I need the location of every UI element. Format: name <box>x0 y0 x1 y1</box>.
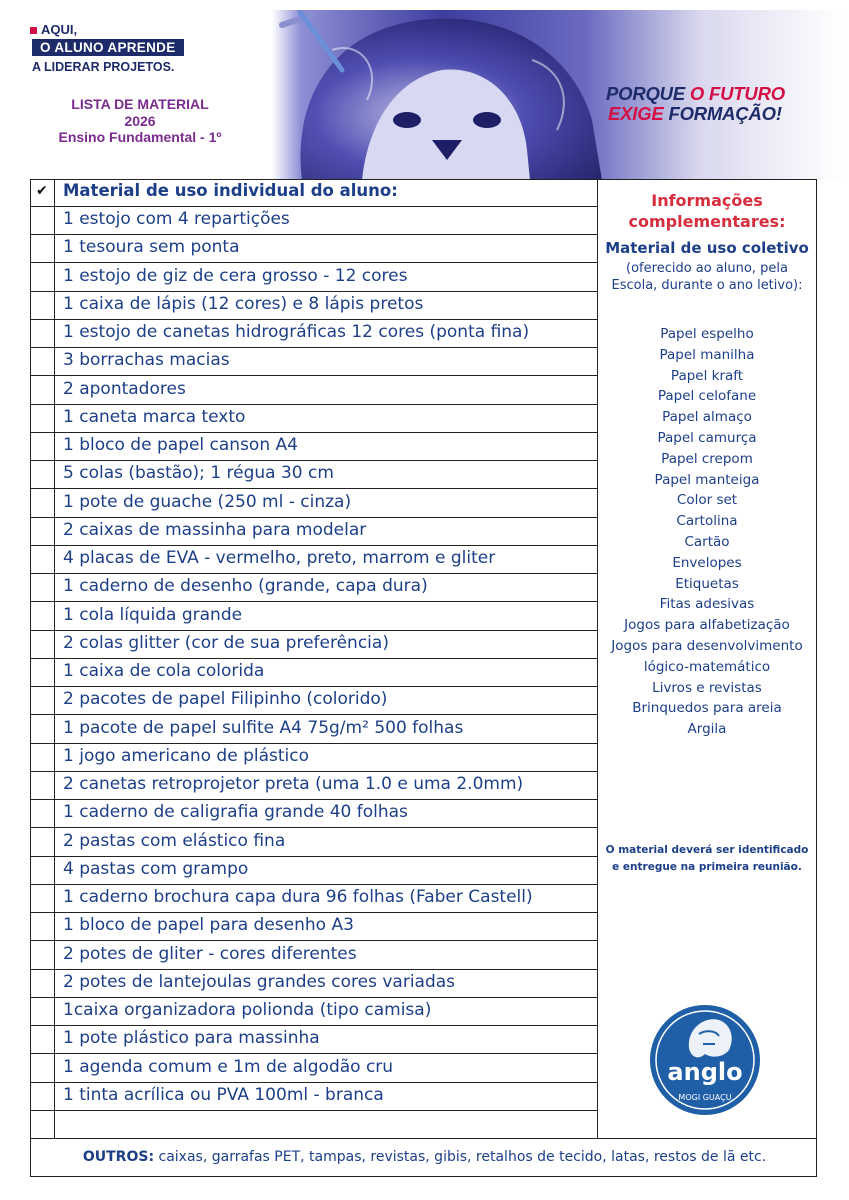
list-year: 2026 <box>124 112 156 129</box>
list-heading <box>20 96 260 146</box>
collective-item: Fitas adesivas <box>659 596 755 613</box>
material-item: 2 colas glitter (cor de sua preferência) <box>63 632 389 653</box>
logo-name: anglo <box>667 1058 743 1086</box>
others-label: OUTROS: <box>82 1149 155 1165</box>
collective-item: Papel espelho <box>660 326 754 342</box>
material-item: 1 jogo americano de plástico <box>63 745 310 766</box>
table-row <box>30 659 597 687</box>
material-item: 1 caderno brochura capa dura 96 folhas (Faber Castell) <box>63 887 533 907</box>
table-row <box>30 687 597 715</box>
material-item: 1 estojo de canetas hidrográficas 12 cores (ponta fina) <box>63 322 530 342</box>
tagline-line-1: AQUI, <box>41 22 78 37</box>
table-row <box>30 1055 597 1083</box>
notice: O material deverá ser identificado e entregue na primeira reunião. <box>605 844 809 873</box>
table-row <box>30 744 597 772</box>
collective-item: Color set <box>676 492 738 509</box>
material-item: 1 tesoura sem ponta <box>63 237 240 258</box>
collective-item: Papel celofane <box>657 388 757 405</box>
info-title: Informações complementares: <box>628 191 786 231</box>
table-row <box>30 631 597 659</box>
red-square-icon <box>30 27 37 34</box>
table-row <box>30 800 597 828</box>
material-item: 1 caixa de lápis (12 cores) e 8 lápis pretos <box>63 293 424 314</box>
table-row <box>30 207 597 235</box>
collective-item: Argila <box>687 721 727 738</box>
slogan: PORQUE O FUTURO EXIGE FORMAÇÃO! <box>606 83 785 124</box>
collective-item: lógico-matemático <box>643 658 771 675</box>
table-row <box>30 348 597 376</box>
material-item: 1 pote plástico para massinha <box>63 1028 320 1049</box>
material-item: 1 caderno de desenho (grande, capa dura) <box>63 576 428 597</box>
material-item: 1 caneta marca texto <box>63 406 246 427</box>
collective-item: Papel camurça <box>657 429 757 446</box>
collective-item: Etiquetas <box>675 575 739 592</box>
collective-item: Papel crepom <box>661 450 753 467</box>
table-row <box>30 433 597 461</box>
collective-title: Material de uso coletivo <box>605 239 809 257</box>
material-item: 1 estojo de giz de cera grosso - 12 cores <box>63 265 408 286</box>
table-row <box>30 1111 597 1139</box>
material-item: 1 tinta acrílica ou PVA 100ml - branca <box>63 1084 384 1105</box>
collective-material-list <box>597 324 817 740</box>
table-row <box>30 772 597 800</box>
tagline-line-2: O ALUNO APRENDE <box>32 39 184 56</box>
table-row <box>30 603 597 631</box>
material-item: 1 estojo com 4 repartições <box>63 209 290 229</box>
list-title: LISTA DE MATERIAL <box>71 96 209 112</box>
table-row <box>30 292 597 320</box>
table-row <box>30 885 597 913</box>
collective-item: Jogos para alfabetização <box>624 617 790 634</box>
anglo-logo <box>649 1004 761 1116</box>
material-item: 2 pacotes de papel Filipinho (colorido) <box>63 689 388 710</box>
collective-item: Jogos para desenvolvimento <box>611 637 803 654</box>
table-row <box>30 716 597 744</box>
collective-item: Brinquedos para areia <box>632 700 782 717</box>
table-row <box>30 461 597 489</box>
table-row <box>30 405 597 433</box>
material-item: 1 cola líquida grande <box>63 604 243 625</box>
collective-item: Papel kraft <box>670 367 744 384</box>
table-row <box>30 970 597 998</box>
list-grade: Ensino Fundamental - 1º <box>58 129 222 145</box>
material-item: 2 pastas com elástico fina <box>63 830 286 851</box>
tagline-line-3: A LIDERAR PROJETOS. <box>32 60 175 74</box>
material-item: 2 apontadores <box>63 378 186 399</box>
table-row <box>30 942 597 970</box>
material-item: 1 pote de guache (250 ml - cinza) <box>63 491 352 512</box>
material-item: 1 pacote de papel sulfite A4 75g/m² 500 folhas <box>63 717 464 738</box>
collective-item: Livros e revistas <box>652 679 762 696</box>
table-row <box>30 546 597 574</box>
table-header-row <box>30 179 597 207</box>
individual-materials-heading: Material de uso individual do aluno: <box>63 181 398 200</box>
material-item: 1caixa organizadora polionda (tipo camisa) <box>63 1000 432 1020</box>
material-item: 5 colas (bastão); 1 régua 30 cm <box>63 463 334 484</box>
material-item: 4 pastas com grampo <box>63 858 249 879</box>
table-row <box>30 829 597 857</box>
others-note <box>31 1149 818 1165</box>
header <box>0 0 849 180</box>
table-row <box>30 490 597 518</box>
logo-city: MOGI GUAÇU <box>678 1093 732 1102</box>
material-item: 1 bloco de papel canson A4 <box>63 435 298 455</box>
collective-item: Papel manilha <box>659 346 755 363</box>
collective-item: Cartão <box>684 533 730 550</box>
table-row <box>30 574 597 602</box>
collective-description: (oferecido ao aluno, pela Escola, durante o ano letivo): <box>611 261 803 293</box>
table-row <box>30 913 597 941</box>
table-row <box>30 320 597 348</box>
material-item: 4 placas de EVA - vermelho, preto, marrom e gliter <box>63 548 496 568</box>
material-item: 2 potes de gliter - cores diferentes <box>63 943 357 964</box>
table-row <box>30 377 597 405</box>
material-item: 1 bloco de papel para desenho A3 <box>63 915 354 936</box>
table-row <box>30 857 597 885</box>
collective-item: Papel almaço <box>662 409 752 426</box>
material-item: 3 borrachas macias <box>63 350 230 371</box>
material-item: 2 caixas de massinha para modelar <box>63 519 367 540</box>
collective-item: Envelopes <box>672 554 742 571</box>
material-item: 1 caixa de cola colorida <box>63 661 265 681</box>
material-item: 1 agenda comum e 1m de algodão cru <box>63 1056 394 1077</box>
collective-item: Papel manteiga <box>654 471 760 488</box>
check-icon: ✔ <box>36 183 48 199</box>
material-item: 2 canetas retroprojetor preta (uma 1.0 e uma 2.0mm) <box>63 774 524 794</box>
table-row <box>30 518 597 546</box>
collective-item: Cartolina <box>676 513 738 530</box>
material-item: 2 potes de lantejoulas grandes cores variadas <box>63 971 456 992</box>
others-text: caixas, garrafas PET, tampas, revistas, gibis, retalhos de tecido, latas, restos de lã etc. <box>154 1149 767 1165</box>
table-row <box>30 998 597 1026</box>
table-row <box>30 1083 597 1111</box>
table-row <box>30 235 597 263</box>
table-row <box>30 264 597 292</box>
material-item: 1 caderno de caligrafia grande 40 folhas <box>63 802 408 823</box>
table-row <box>30 1026 597 1054</box>
footer-box <box>30 1139 817 1177</box>
